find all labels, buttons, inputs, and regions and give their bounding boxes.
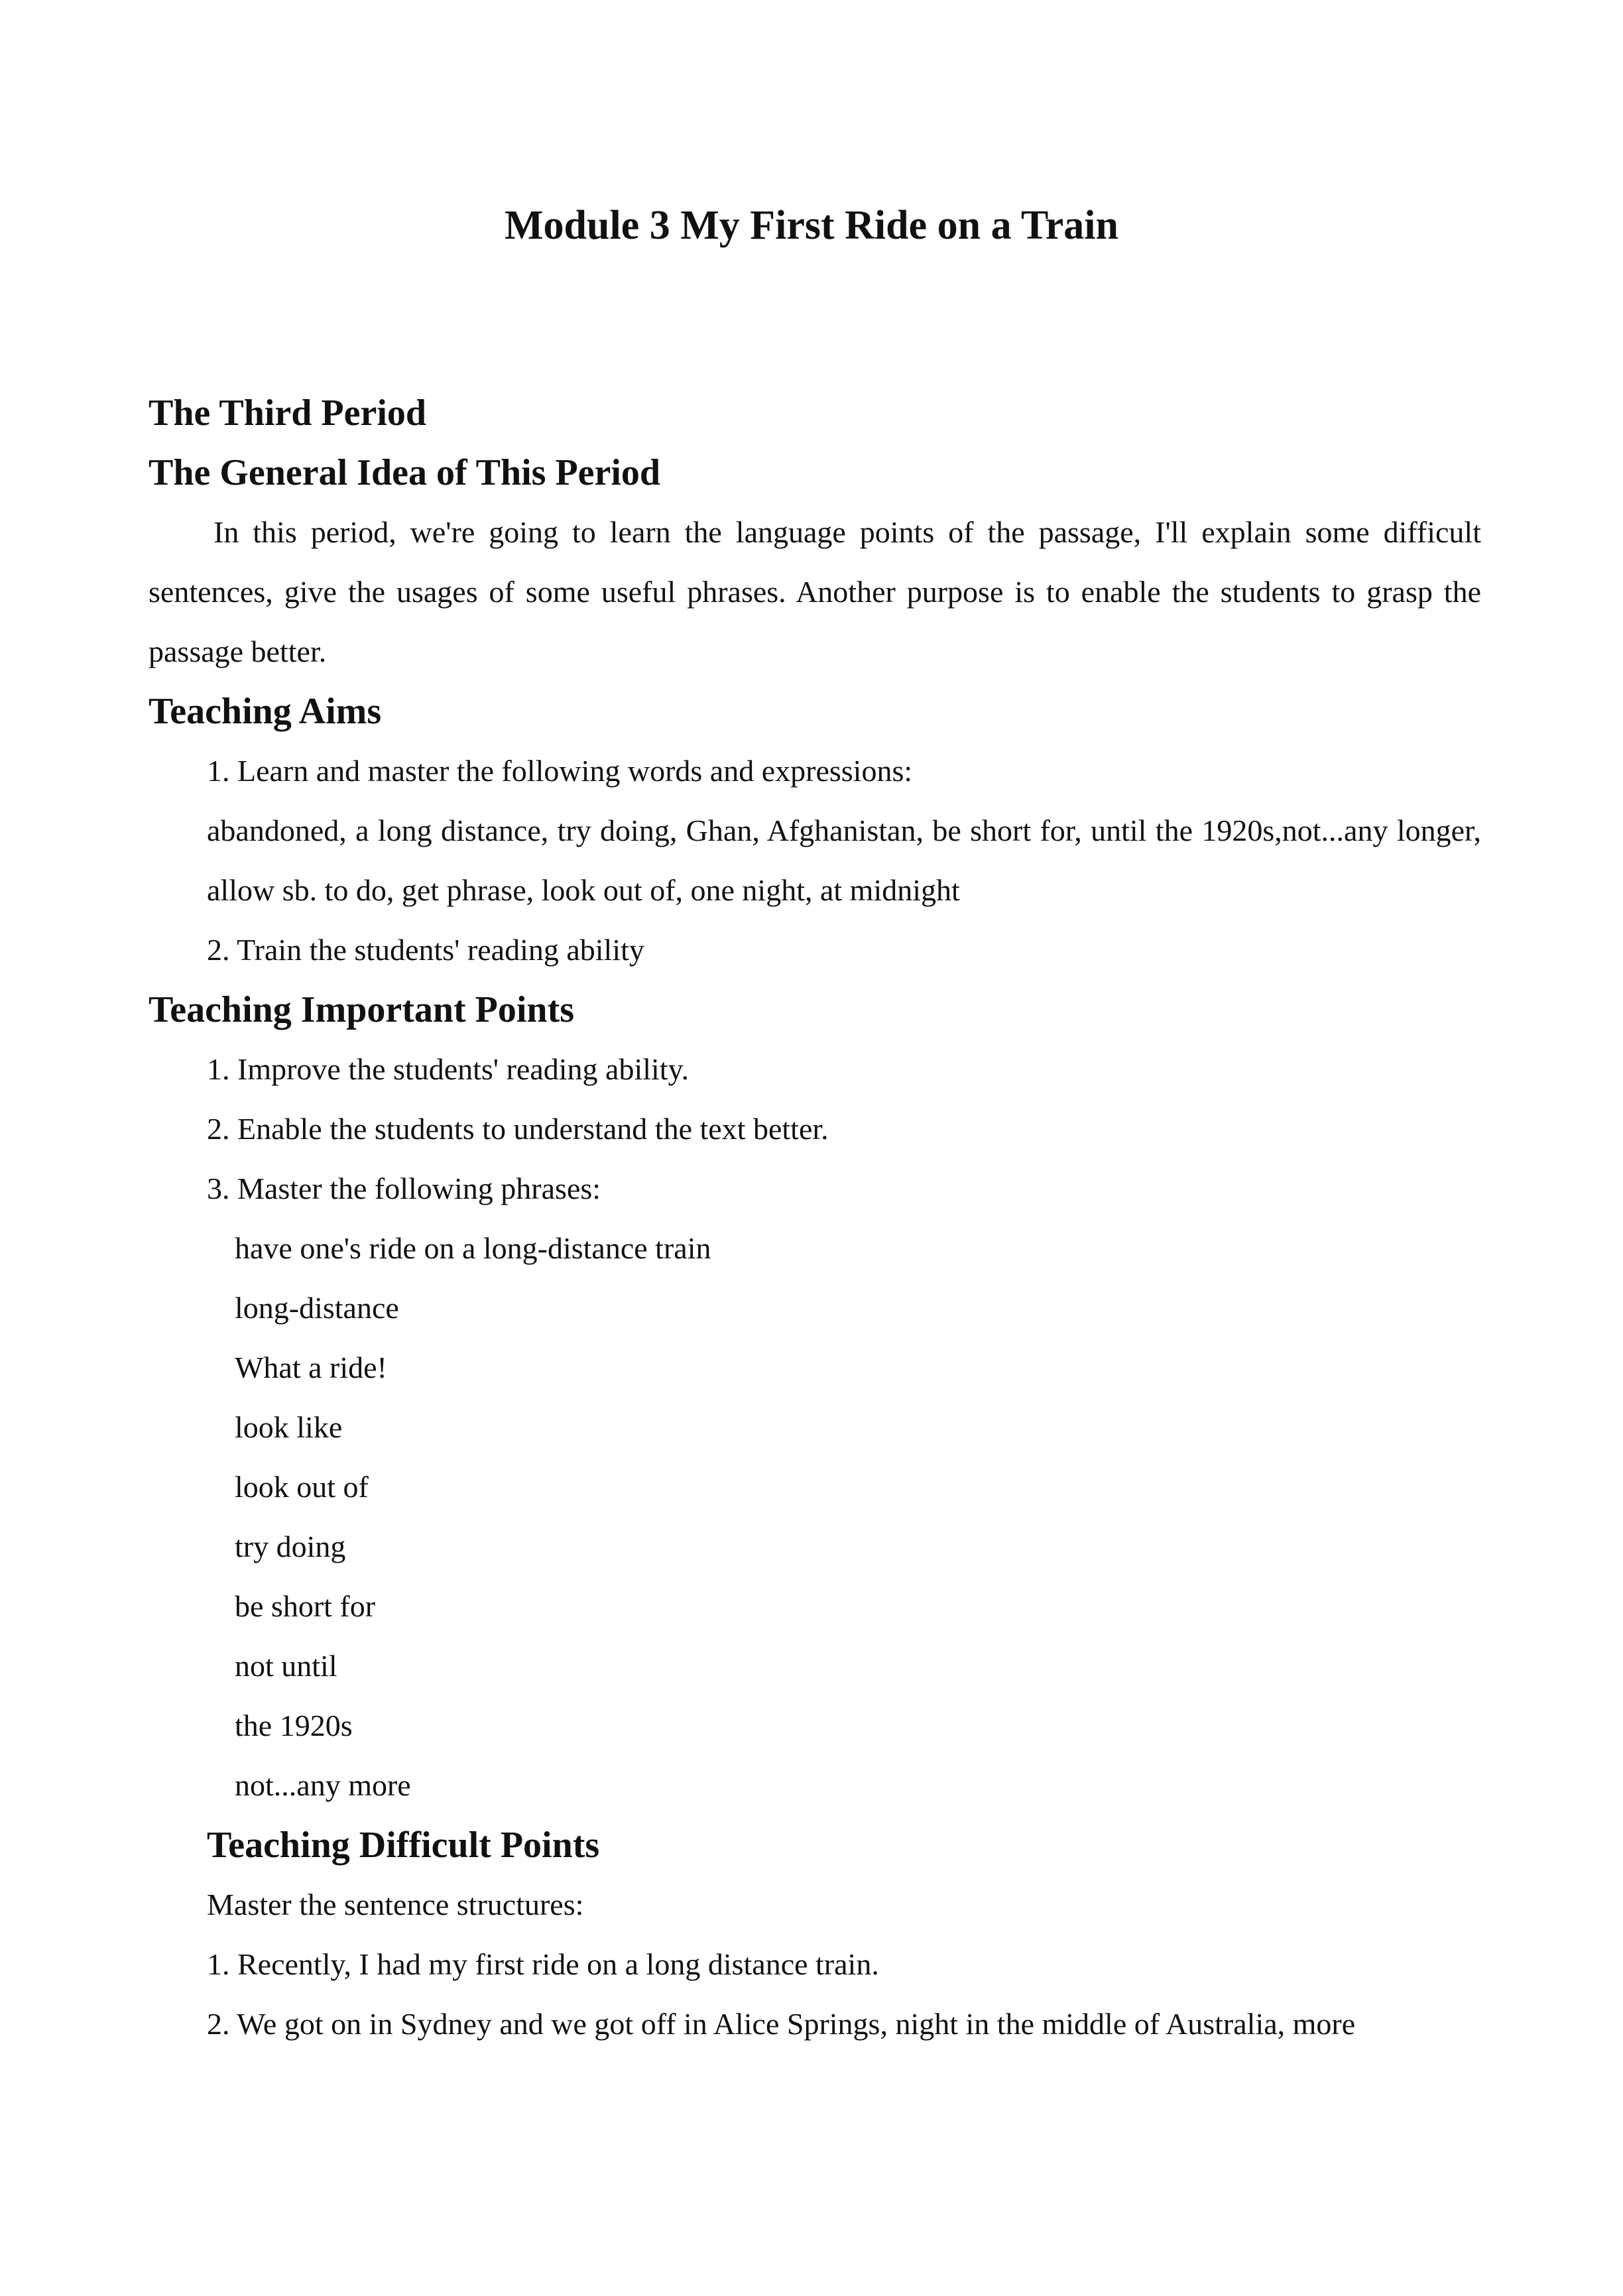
important-points-heading: Teaching Important Points bbox=[149, 989, 575, 1030]
difficult-points-intro: Master the sentence structures: bbox=[207, 1888, 584, 1921]
document-title: Module 3 My First Ride on a Train bbox=[505, 203, 1118, 248]
phrase-item: be short for bbox=[235, 1589, 376, 1623]
important-points-item-2: 2. Enable the students to understand the text better. bbox=[207, 1112, 829, 1146]
important-points-item-3: 3. Master the following phrases: bbox=[207, 1172, 601, 1205]
difficult-points-heading: Teaching Difficult Points bbox=[207, 1825, 600, 1866]
phrase-item: long-distance bbox=[235, 1291, 399, 1325]
phrase-item: not...any more bbox=[235, 1768, 411, 1802]
teaching-aims-heading: Teaching Aims bbox=[149, 691, 382, 732]
phrase-item: What a ride! bbox=[235, 1351, 387, 1384]
general-idea-text: In this period, we're going to learn the language points of the passage, I'll explain some difficult sentences, give the usages of some useful phrases. Another purpose is to enable the students to grasp the passage better. bbox=[149, 515, 1481, 668]
document-body bbox=[149, 383, 1481, 2054]
difficult-points-item-2: 2. We got on in Sydney and we got off in Alice Springs, night in the middle of Australia, more bbox=[207, 2007, 1356, 2041]
general-idea-heading: The General Idea of This Period bbox=[149, 452, 661, 493]
phrase-item: look out of bbox=[235, 1470, 369, 1504]
phrase-item: not until bbox=[235, 1649, 337, 1683]
teaching-aims-words: abandoned, a long distance, try doing, Ghan, Afghanistan, be short for, until the 1920s,not...any longer, allow sb. to do, get phrase, look out of, one night, at midnight bbox=[207, 814, 1481, 907]
phrase-item: the 1920s bbox=[235, 1709, 353, 1742]
phrase-item: look like bbox=[235, 1410, 343, 1444]
period-heading: The Third Period bbox=[149, 393, 427, 434]
difficult-points-item-1: 1. Recently, I had my first ride on a long distance train. bbox=[207, 1947, 879, 1981]
phrase-item: try doing bbox=[235, 1530, 346, 1563]
important-points-item-1: 1. Improve the students' reading ability. bbox=[207, 1052, 690, 1086]
phrase-item: have one's ride on a long-distance train bbox=[235, 1231, 711, 1265]
teaching-aims-item-2: 2. Train the students' reading ability bbox=[207, 933, 644, 967]
teaching-aims-item-1: 1. Learn and master the following words and expressions: bbox=[207, 754, 913, 788]
